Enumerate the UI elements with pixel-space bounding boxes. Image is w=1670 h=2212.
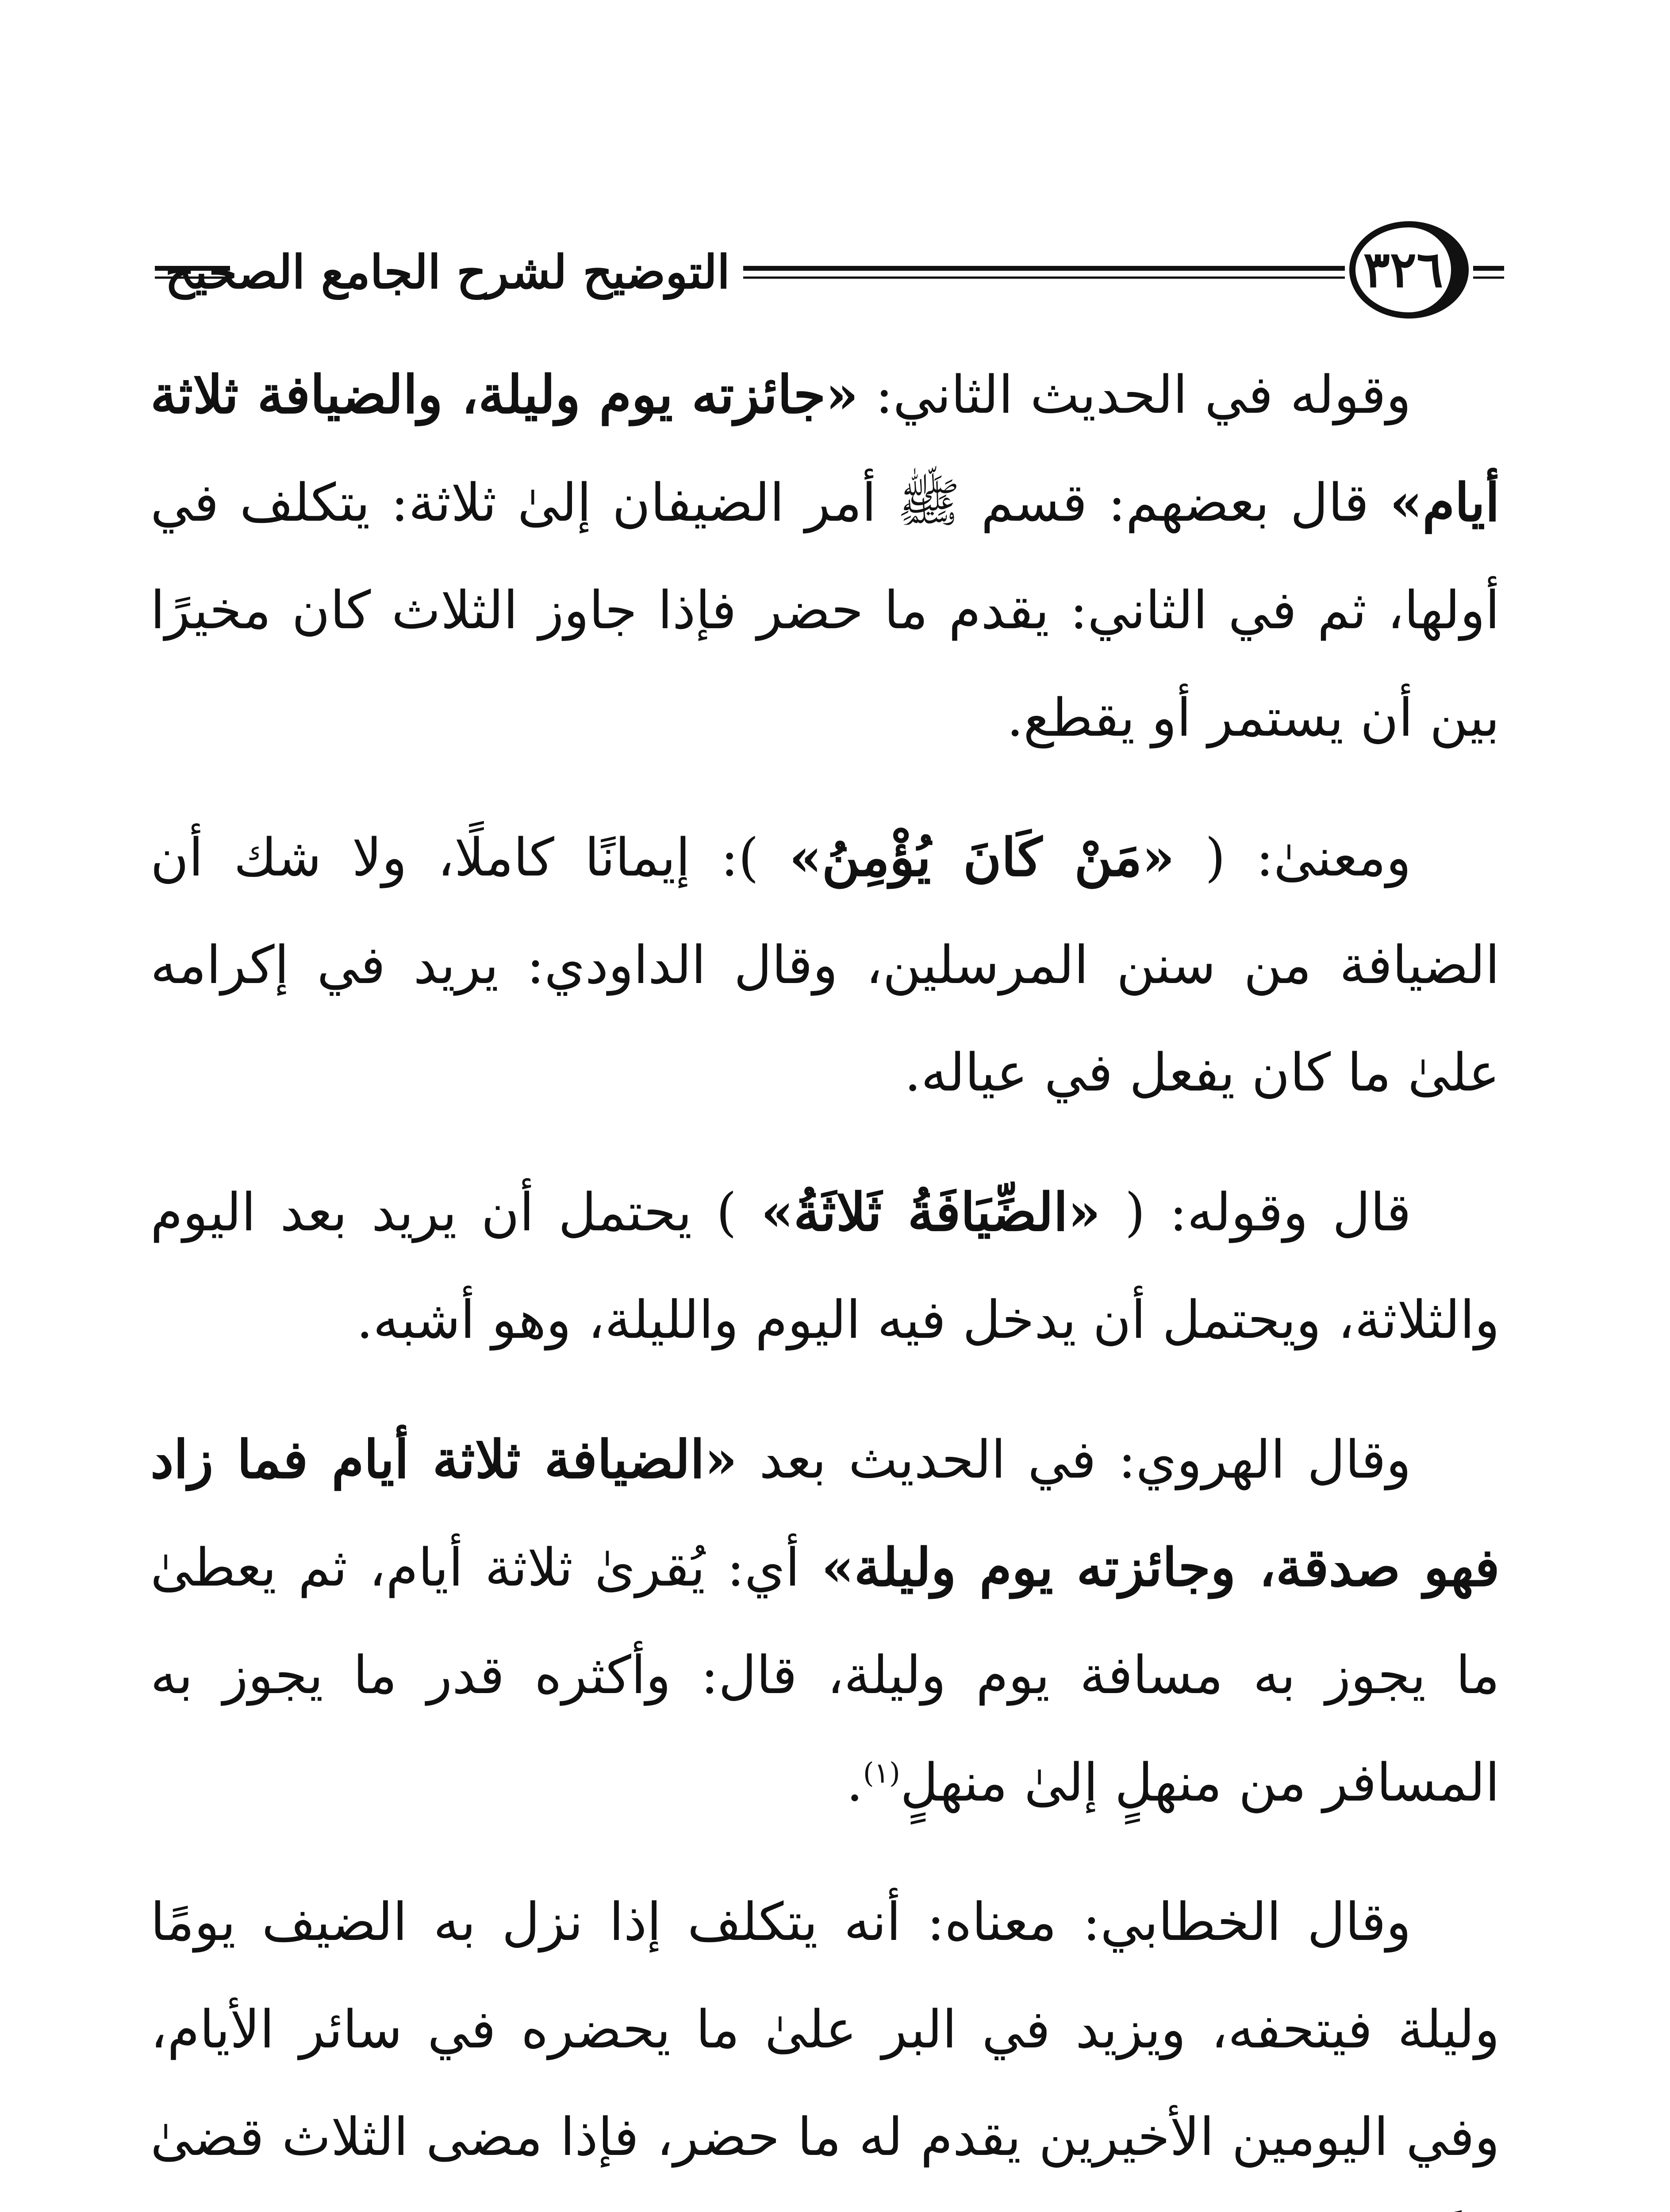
paragraph	[150, 341, 1500, 772]
paragraph-text: وقال الهروي: في الحديث بعد	[737, 1429, 1411, 1490]
hadith-quote: «مَنْ كَانَ يُؤْمِنُ»	[789, 826, 1175, 888]
header-rule-middle	[743, 266, 1345, 279]
hadith-quote: «الضِّيَافَةُ ثَلاثَةُ»	[761, 1181, 1101, 1243]
header-rule-right	[1473, 266, 1504, 279]
paragraph-text: وقوله في الحديث الثاني:	[858, 364, 1411, 425]
footnote-marker[interactable]: (١)	[863, 1757, 901, 1790]
paragraph-end: .	[846, 1752, 863, 1813]
paragraph	[150, 1406, 1500, 1836]
paragraph-text: قال بعضهم: قسم ﷺ أمر الضيفان إلىٰ ثلاثة: يتكلف في أولها، ثم في الثاني: يقدم ما حضر فإذا جاوز الثلاث كان مخيرًا بين أن يستمر أو يقطع.	[150, 472, 1500, 748]
paragraph-text: ومعنىٰ: (	[1175, 827, 1412, 888]
paragraph	[150, 803, 1500, 1126]
body-text	[150, 341, 1500, 2212]
page-number: ٣٢٦	[1349, 221, 1469, 319]
running-title: التوضيح لشرح الجامع الصحيح	[165, 245, 730, 299]
page-header	[155, 221, 1504, 323]
hadith-quote: «الضيافة ثلاثة أيام فما زاد فهو صدقة، وجائزته يوم وليلة»	[150, 1429, 1500, 1598]
paragraph-text: ): إيمانًا كاملًا، ولا شك أن الضيافة من سنن المرسلين، وقال الداودي: يريد في إكرامه علىٰ ما كان يفعل في عياله.	[150, 827, 1500, 1103]
paragraph	[150, 1158, 1500, 1374]
paragraph-text: قال وقوله: (	[1100, 1182, 1412, 1243]
paragraph-text: ) يحتمل أن يريد بعد اليوم والثلاثة، ويحتمل أن يدخل فيه اليوم والليلة، وهو أشبه.	[150, 1182, 1500, 1350]
hadith-quote: «جائزته يوم وليلة، والضيافة ثلاثة أيام»	[150, 364, 1500, 533]
paragraph-text: أي: يُقرىٰ ثلاثة أيام، ثم يعطىٰ ما يجوز به مسافة يوم وليلة، قال: وأكثره قدر ما يجوز به المسافر من منهلٍ إلىٰ منهلٍ	[150, 1537, 1500, 1813]
paragraph-text: وقال الخطابي: معناه: أنه يتكلف إذا نزل به الضيف يومًا وليلة فيتحفه، ويزيد في البر علىٰ ما يحضره في سائر الأيام، وفي اليومين الأخيرين يقدم له ما حضر، فإذا مضى الثلاث قضىٰ	[150, 1891, 1500, 2167]
paragraph	[150, 1868, 1500, 2212]
